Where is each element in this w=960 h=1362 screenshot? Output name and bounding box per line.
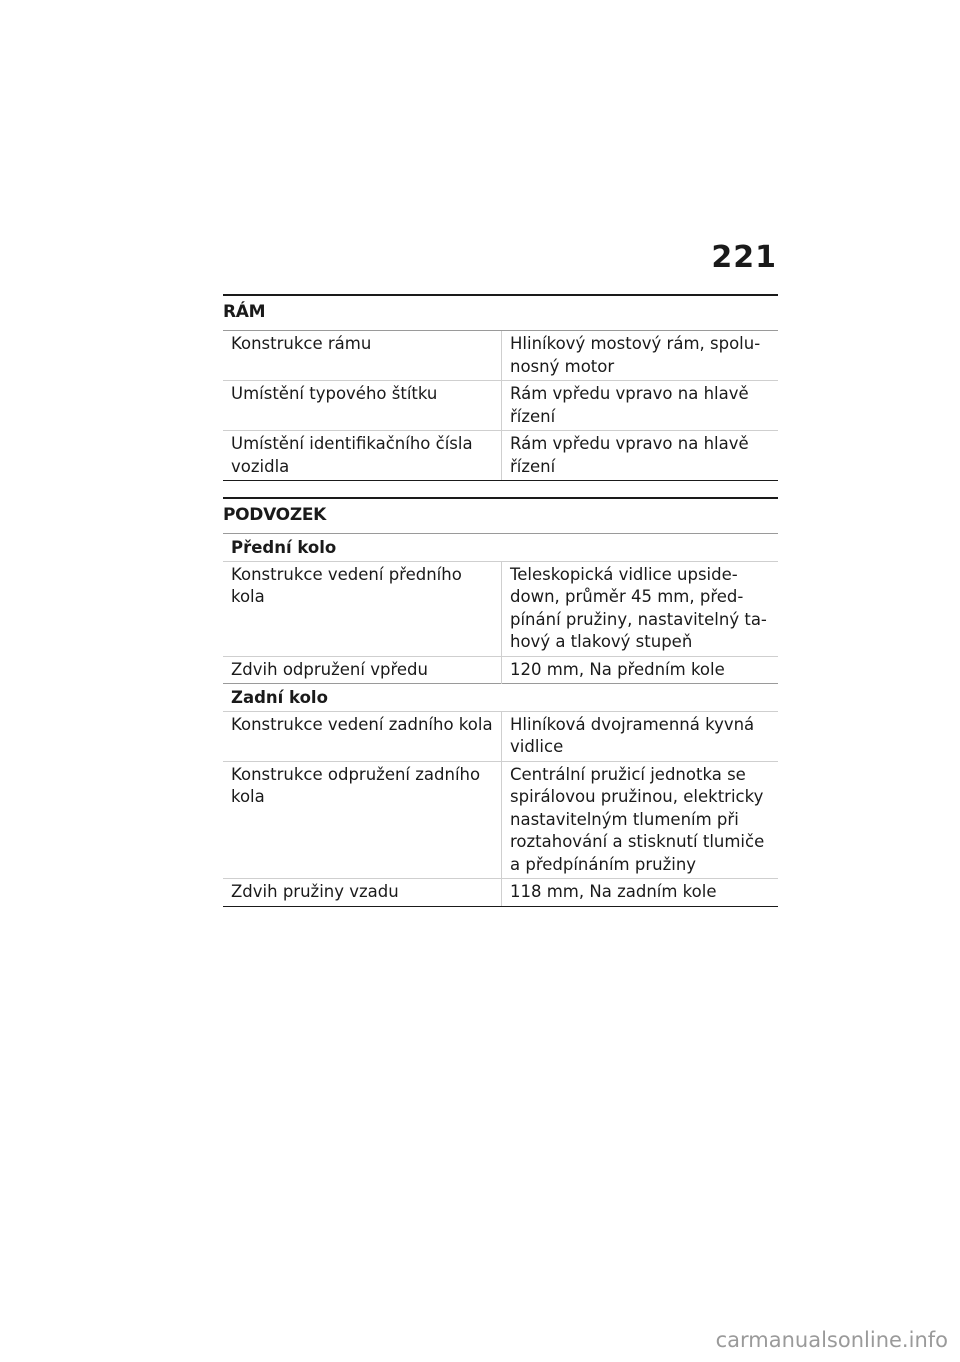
table-end-rule: [223, 906, 778, 907]
row-label: Konstrukce rámu: [223, 331, 502, 381]
row-label: Zdvih odpružení vpředu: [223, 656, 502, 684]
subsection-title: Přední kolo: [223, 534, 778, 562]
row-value: Rám vpředu vpravo na hlavě řízení: [502, 431, 779, 481]
spec-table-ram: [223, 330, 778, 480]
table-row: [223, 711, 778, 761]
row-value: Hliníkový mostový rám, spolu-nosný motor: [502, 331, 779, 381]
row-value: Hliníková dvojramenná kyvná vidlice: [502, 711, 779, 761]
table-row: [223, 331, 778, 381]
row-label: Konstrukce odpružení zadního kola: [223, 761, 502, 879]
subsection-title-rear-wheel: [223, 684, 778, 712]
spec-table-podvozek: [223, 533, 778, 906]
table-row: [223, 656, 778, 684]
spec-content: [223, 294, 778, 907]
row-label: Konstrukce vedení zadního kola: [223, 711, 502, 761]
subsection-title-front-wheel: [223, 534, 778, 562]
table-row: [223, 879, 778, 906]
table-row: [223, 431, 778, 481]
row-value: Rám vpředu vpravo na hlavě řízení: [502, 381, 779, 431]
table-row: [223, 761, 778, 879]
page-number: 221: [711, 240, 777, 275]
row-value: 120 mm, Na předním kole: [502, 656, 779, 684]
row-value: Centrální pružicí jednotka se spirálovou pružinou, elektricky nastavitelným tlumením při roztahování a stisknutí tlumiče a předpínáním pružiny: [502, 761, 779, 879]
row-value: Teleskopická vidlice upside-down, průměr 45 mm, před-pínání pružiny, nastavitelný ta-hový a tlakový stupeň: [502, 561, 779, 656]
subsection-title: Zadní kolo: [223, 684, 778, 712]
row-value: 118 mm, Na zadním kole: [502, 879, 779, 906]
table-row: [223, 381, 778, 431]
table-row: [223, 561, 778, 656]
watermark: carmanualsonline.info: [715, 1328, 948, 1352]
row-label: Umístění typového štítku: [223, 381, 502, 431]
row-label: Zdvih pružiny vzadu: [223, 879, 502, 906]
row-label: Konstrukce vedení předního kola: [223, 561, 502, 656]
section-title-ram: RÁM: [223, 302, 266, 322]
section-title-podvozek: PODVOZEK: [223, 505, 327, 525]
row-label: Umístění identifikačního čísla vozidla: [223, 431, 502, 481]
